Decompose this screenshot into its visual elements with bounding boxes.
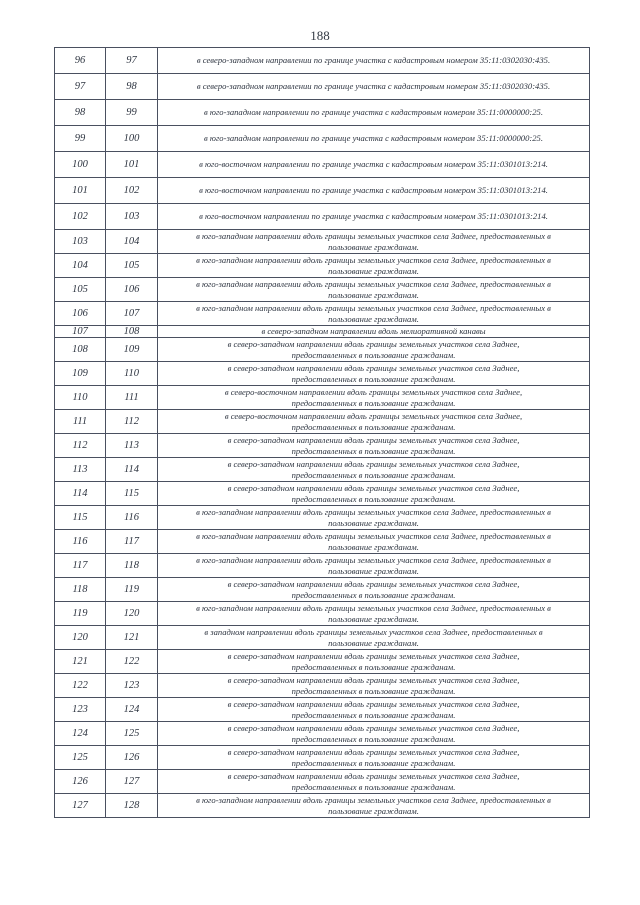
description-cell: [158, 410, 590, 434]
table-row: [55, 254, 590, 278]
table-row: [55, 794, 590, 818]
description-line: в юго-западном направлении вдоль границы земельных участков села Заднее, предоставленных в: [196, 530, 551, 541]
to-point-cell: 104: [106, 230, 158, 254]
to-point-cell: 109: [106, 338, 158, 362]
description-line: пользование гражданам.: [328, 241, 419, 252]
to-point-cell: 102: [106, 178, 158, 204]
description-cell: [158, 230, 590, 254]
from-point-cell: 116: [55, 530, 106, 554]
page-number: 188: [310, 28, 330, 43]
description-cell: [158, 434, 590, 458]
description-line: в юго-восточном направлении по границе участка с кадастровым номером 35:11:0301013:214.: [199, 159, 548, 169]
table-row: [55, 434, 590, 458]
table-row: [55, 338, 590, 362]
description-line: в юго-западном направлении вдоль границы земельных участков села Заднее, предоставленных в: [196, 554, 551, 565]
table-row: [55, 326, 590, 338]
from-point-cell: 120: [55, 626, 106, 650]
to-point-cell: 121: [106, 626, 158, 650]
description-line: предоставленных в пользование гражданам.: [291, 469, 456, 480]
description-line: в юго-западном направлении вдоль границы земельных участков села Заднее, предоставленных в: [196, 506, 551, 517]
to-point-cell: 125: [106, 722, 158, 746]
from-point-cell: 103: [55, 230, 106, 254]
table-row: [55, 746, 590, 770]
description-cell: [158, 386, 590, 410]
to-point-cell: 106: [106, 278, 158, 302]
description-cell: [158, 794, 590, 818]
description-line: в юго-восточном направлении по границе участка с кадастровым номером 35:11:0301013:214.: [199, 211, 548, 221]
description-cell: [158, 48, 590, 74]
to-point-cell: 107: [106, 302, 158, 326]
description-cell: [158, 722, 590, 746]
description-cell: [158, 770, 590, 794]
description-cell: [158, 362, 590, 386]
description-cell: [158, 506, 590, 530]
description-line: пользование гражданам.: [328, 637, 419, 648]
table-row: [55, 458, 590, 482]
table-row: [55, 482, 590, 506]
to-point-cell: 108: [106, 326, 158, 338]
from-point-cell: 104: [55, 254, 106, 278]
from-point-cell: 97: [55, 74, 106, 100]
description-line: предоставленных в пользование гражданам.: [291, 661, 456, 672]
from-point-cell: 122: [55, 674, 106, 698]
description-cell: [158, 204, 590, 230]
description-line: предоставленных в пользование гражданам.: [291, 397, 456, 408]
description-line: в северо-западном направлении вдоль границы земельных участков села Заднее,: [227, 722, 520, 733]
table-row: [55, 698, 590, 722]
to-point-cell: 99: [106, 100, 158, 126]
description-cell: [158, 152, 590, 178]
table-row: [55, 674, 590, 698]
description-line: в северо-западном направлении вдоль границы земельных участков села Заднее,: [227, 458, 520, 469]
description-line: предоставленных в пользование гражданам.: [291, 589, 456, 600]
to-point-cell: 128: [106, 794, 158, 818]
from-point-cell: 107: [55, 326, 106, 338]
description-line: в северо-западном направлении вдоль границы земельных участков села Заднее,: [227, 746, 520, 757]
to-point-cell: 122: [106, 650, 158, 674]
description-line: пользование гражданам.: [328, 517, 419, 528]
to-point-cell: 119: [106, 578, 158, 602]
description-line: в юго-западном направлении вдоль границы земельных участков села Заднее, предоставленных в: [196, 254, 551, 265]
description-line: пользование гражданам.: [328, 265, 419, 276]
from-point-cell: 125: [55, 746, 106, 770]
table-row: [55, 626, 590, 650]
to-point-cell: 123: [106, 674, 158, 698]
boundary-description-table: [54, 47, 590, 818]
from-point-cell: 102: [55, 204, 106, 230]
description-line: в северо-западном направлении вдоль границы земельных участков села Заднее,: [227, 698, 520, 709]
table-row: [55, 74, 590, 100]
table-row: [55, 602, 590, 626]
description-line: в северо-западном направлении вдоль границы земельных участков села Заднее,: [227, 482, 520, 493]
from-point-cell: 100: [55, 152, 106, 178]
description-cell: [158, 578, 590, 602]
table-row: [55, 386, 590, 410]
description-line: пользование гражданам.: [328, 805, 419, 816]
to-point-cell: 98: [106, 74, 158, 100]
description-cell: [158, 326, 590, 338]
description-cell: [158, 746, 590, 770]
description-cell: [158, 254, 590, 278]
from-point-cell: 98: [55, 100, 106, 126]
description-cell: [158, 458, 590, 482]
description-cell: [158, 650, 590, 674]
from-point-cell: 96: [55, 48, 106, 74]
table-row: [55, 204, 590, 230]
description-line: в западном направлении вдоль границы земельных участков села Заднее, предоставленных в: [204, 626, 543, 637]
description-line: в юго-западном направлении вдоль границы земельных участков села Заднее, предоставленных в: [196, 230, 551, 241]
from-point-cell: 118: [55, 578, 106, 602]
from-point-cell: 109: [55, 362, 106, 386]
description-line: в юго-западном направлении вдоль границы земельных участков села Заднее, предоставленных в: [196, 602, 551, 613]
description-line: предоставленных в пользование гражданам.: [291, 445, 456, 456]
table-row: [55, 578, 590, 602]
description-line: в северо-западном направлении по границе участка с кадастровым номером 35:11:0302030:435.: [196, 81, 551, 91]
from-point-cell: 106: [55, 302, 106, 326]
to-point-cell: 97: [106, 48, 158, 74]
to-point-cell: 127: [106, 770, 158, 794]
description-cell: [158, 126, 590, 152]
from-point-cell: 121: [55, 650, 106, 674]
table-row: [55, 650, 590, 674]
description-cell: [158, 482, 590, 506]
table-row: [55, 770, 590, 794]
description-line: в северо-западном направлении вдоль границы земельных участков села Заднее,: [227, 650, 520, 661]
description-line: в северо-западном направлении вдоль границы земельных участков села Заднее,: [227, 338, 520, 349]
table-row: [55, 410, 590, 434]
description-line: в юго-западном направлении по границе участка с кадастровым номером 35:11:0000000:25.: [204, 107, 543, 117]
to-point-cell: 103: [106, 204, 158, 230]
from-point-cell: 112: [55, 434, 106, 458]
description-line: в юго-западном направлении вдоль границы земельных участков села Заднее, предоставленных в: [196, 794, 551, 805]
to-point-cell: 116: [106, 506, 158, 530]
from-point-cell: 114: [55, 482, 106, 506]
from-point-cell: 108: [55, 338, 106, 362]
description-cell: [158, 626, 590, 650]
description-line: в юго-западном направлении вдоль границы земельных участков села Заднее, предоставленных в: [196, 302, 551, 313]
description-cell: [158, 338, 590, 362]
description-cell: [158, 554, 590, 578]
description-cell: [158, 698, 590, 722]
table-body: [55, 48, 590, 818]
to-point-cell: 111: [106, 386, 158, 410]
to-point-cell: 115: [106, 482, 158, 506]
table-row: [55, 530, 590, 554]
description-line: предоставленных в пользование гражданам.: [291, 685, 456, 696]
description-line: предоставленных в пользование гражданам.: [291, 709, 456, 720]
description-line: предоставленных в пользование гражданам.: [291, 421, 456, 432]
from-point-cell: 105: [55, 278, 106, 302]
table-row: [55, 178, 590, 204]
from-point-cell: 124: [55, 722, 106, 746]
description-line: предоставленных в пользование гражданам.: [291, 781, 456, 792]
description-line: предоставленных в пользование гражданам.: [291, 349, 456, 360]
description-line: пользование гражданам.: [328, 313, 419, 324]
description-line: пользование гражданам.: [328, 565, 419, 576]
description-line: в юго-западном направлении по границе участка с кадастровым номером 35:11:0000000:25.: [204, 133, 543, 143]
description-line: в северо-западном направлении вдоль мелиоративной канавы: [261, 326, 486, 336]
to-point-cell: 113: [106, 434, 158, 458]
to-point-cell: 101: [106, 152, 158, 178]
table-row: [55, 152, 590, 178]
from-point-cell: 119: [55, 602, 106, 626]
description-line: пользование гражданам.: [328, 541, 419, 552]
description-line: в северо-западном направлении вдоль границы земельных участков села Заднее,: [227, 434, 520, 445]
table-row: [55, 302, 590, 326]
table-row: [55, 278, 590, 302]
from-point-cell: 127: [55, 794, 106, 818]
from-point-cell: 111: [55, 410, 106, 434]
description-line: предоставленных в пользование гражданам.: [291, 757, 456, 768]
from-point-cell: 110: [55, 386, 106, 410]
description-line: пользование гражданам.: [328, 289, 419, 300]
table-row: [55, 506, 590, 530]
description-line: предоставленных в пользование гражданам.: [291, 493, 456, 504]
to-point-cell: 112: [106, 410, 158, 434]
description-cell: [158, 302, 590, 326]
from-point-cell: 126: [55, 770, 106, 794]
to-point-cell: 117: [106, 530, 158, 554]
table-row: [55, 126, 590, 152]
from-point-cell: 123: [55, 698, 106, 722]
to-point-cell: 124: [106, 698, 158, 722]
description-cell: [158, 178, 590, 204]
to-point-cell: 126: [106, 746, 158, 770]
to-point-cell: 114: [106, 458, 158, 482]
description-line: в северо-западном направлении вдоль границы земельных участков села Заднее,: [227, 674, 520, 685]
from-point-cell: 99: [55, 126, 106, 152]
to-point-cell: 110: [106, 362, 158, 386]
table-row: [55, 554, 590, 578]
description-cell: [158, 100, 590, 126]
description-line: в юго-восточном направлении по границе участка с кадастровым номером 35:11:0301013:214.: [199, 185, 548, 195]
table-row: [55, 230, 590, 254]
description-cell: [158, 674, 590, 698]
to-point-cell: 100: [106, 126, 158, 152]
description-cell: [158, 602, 590, 626]
from-point-cell: 115: [55, 506, 106, 530]
description-line: в северо-восточном направлении вдоль границы земельных участков села Заднее,: [224, 386, 523, 397]
description-line: в северо-восточном направлении вдоль границы земельных участков села Заднее,: [224, 410, 523, 421]
description-line: в северо-западном направлении вдоль границы земельных участков села Заднее,: [227, 362, 520, 373]
description-line: предоставленных в пользование гражданам.: [291, 373, 456, 384]
description-cell: [158, 530, 590, 554]
to-point-cell: 120: [106, 602, 158, 626]
table-row: [55, 362, 590, 386]
description-line: в северо-западном направлении вдоль границы земельных участков села Заднее,: [227, 770, 520, 781]
description-cell: [158, 74, 590, 100]
table-row: [55, 48, 590, 74]
to-point-cell: 105: [106, 254, 158, 278]
description-cell: [158, 278, 590, 302]
description-line: в северо-западном направлении вдоль границы земельных участков села Заднее,: [227, 578, 520, 589]
description-line: в северо-западном направлении по границе участка с кадастровым номером 35:11:0302030:435.: [196, 55, 551, 65]
description-line: в юго-западном направлении вдоль границы земельных участков села Заднее, предоставленных в: [196, 278, 551, 289]
from-point-cell: 101: [55, 178, 106, 204]
to-point-cell: 118: [106, 554, 158, 578]
description-line: пользование гражданам.: [328, 613, 419, 624]
from-point-cell: 113: [55, 458, 106, 482]
table-row: [55, 722, 590, 746]
description-line: предоставленных в пользование гражданам.: [291, 733, 456, 744]
from-point-cell: 117: [55, 554, 106, 578]
table-row: [55, 100, 590, 126]
